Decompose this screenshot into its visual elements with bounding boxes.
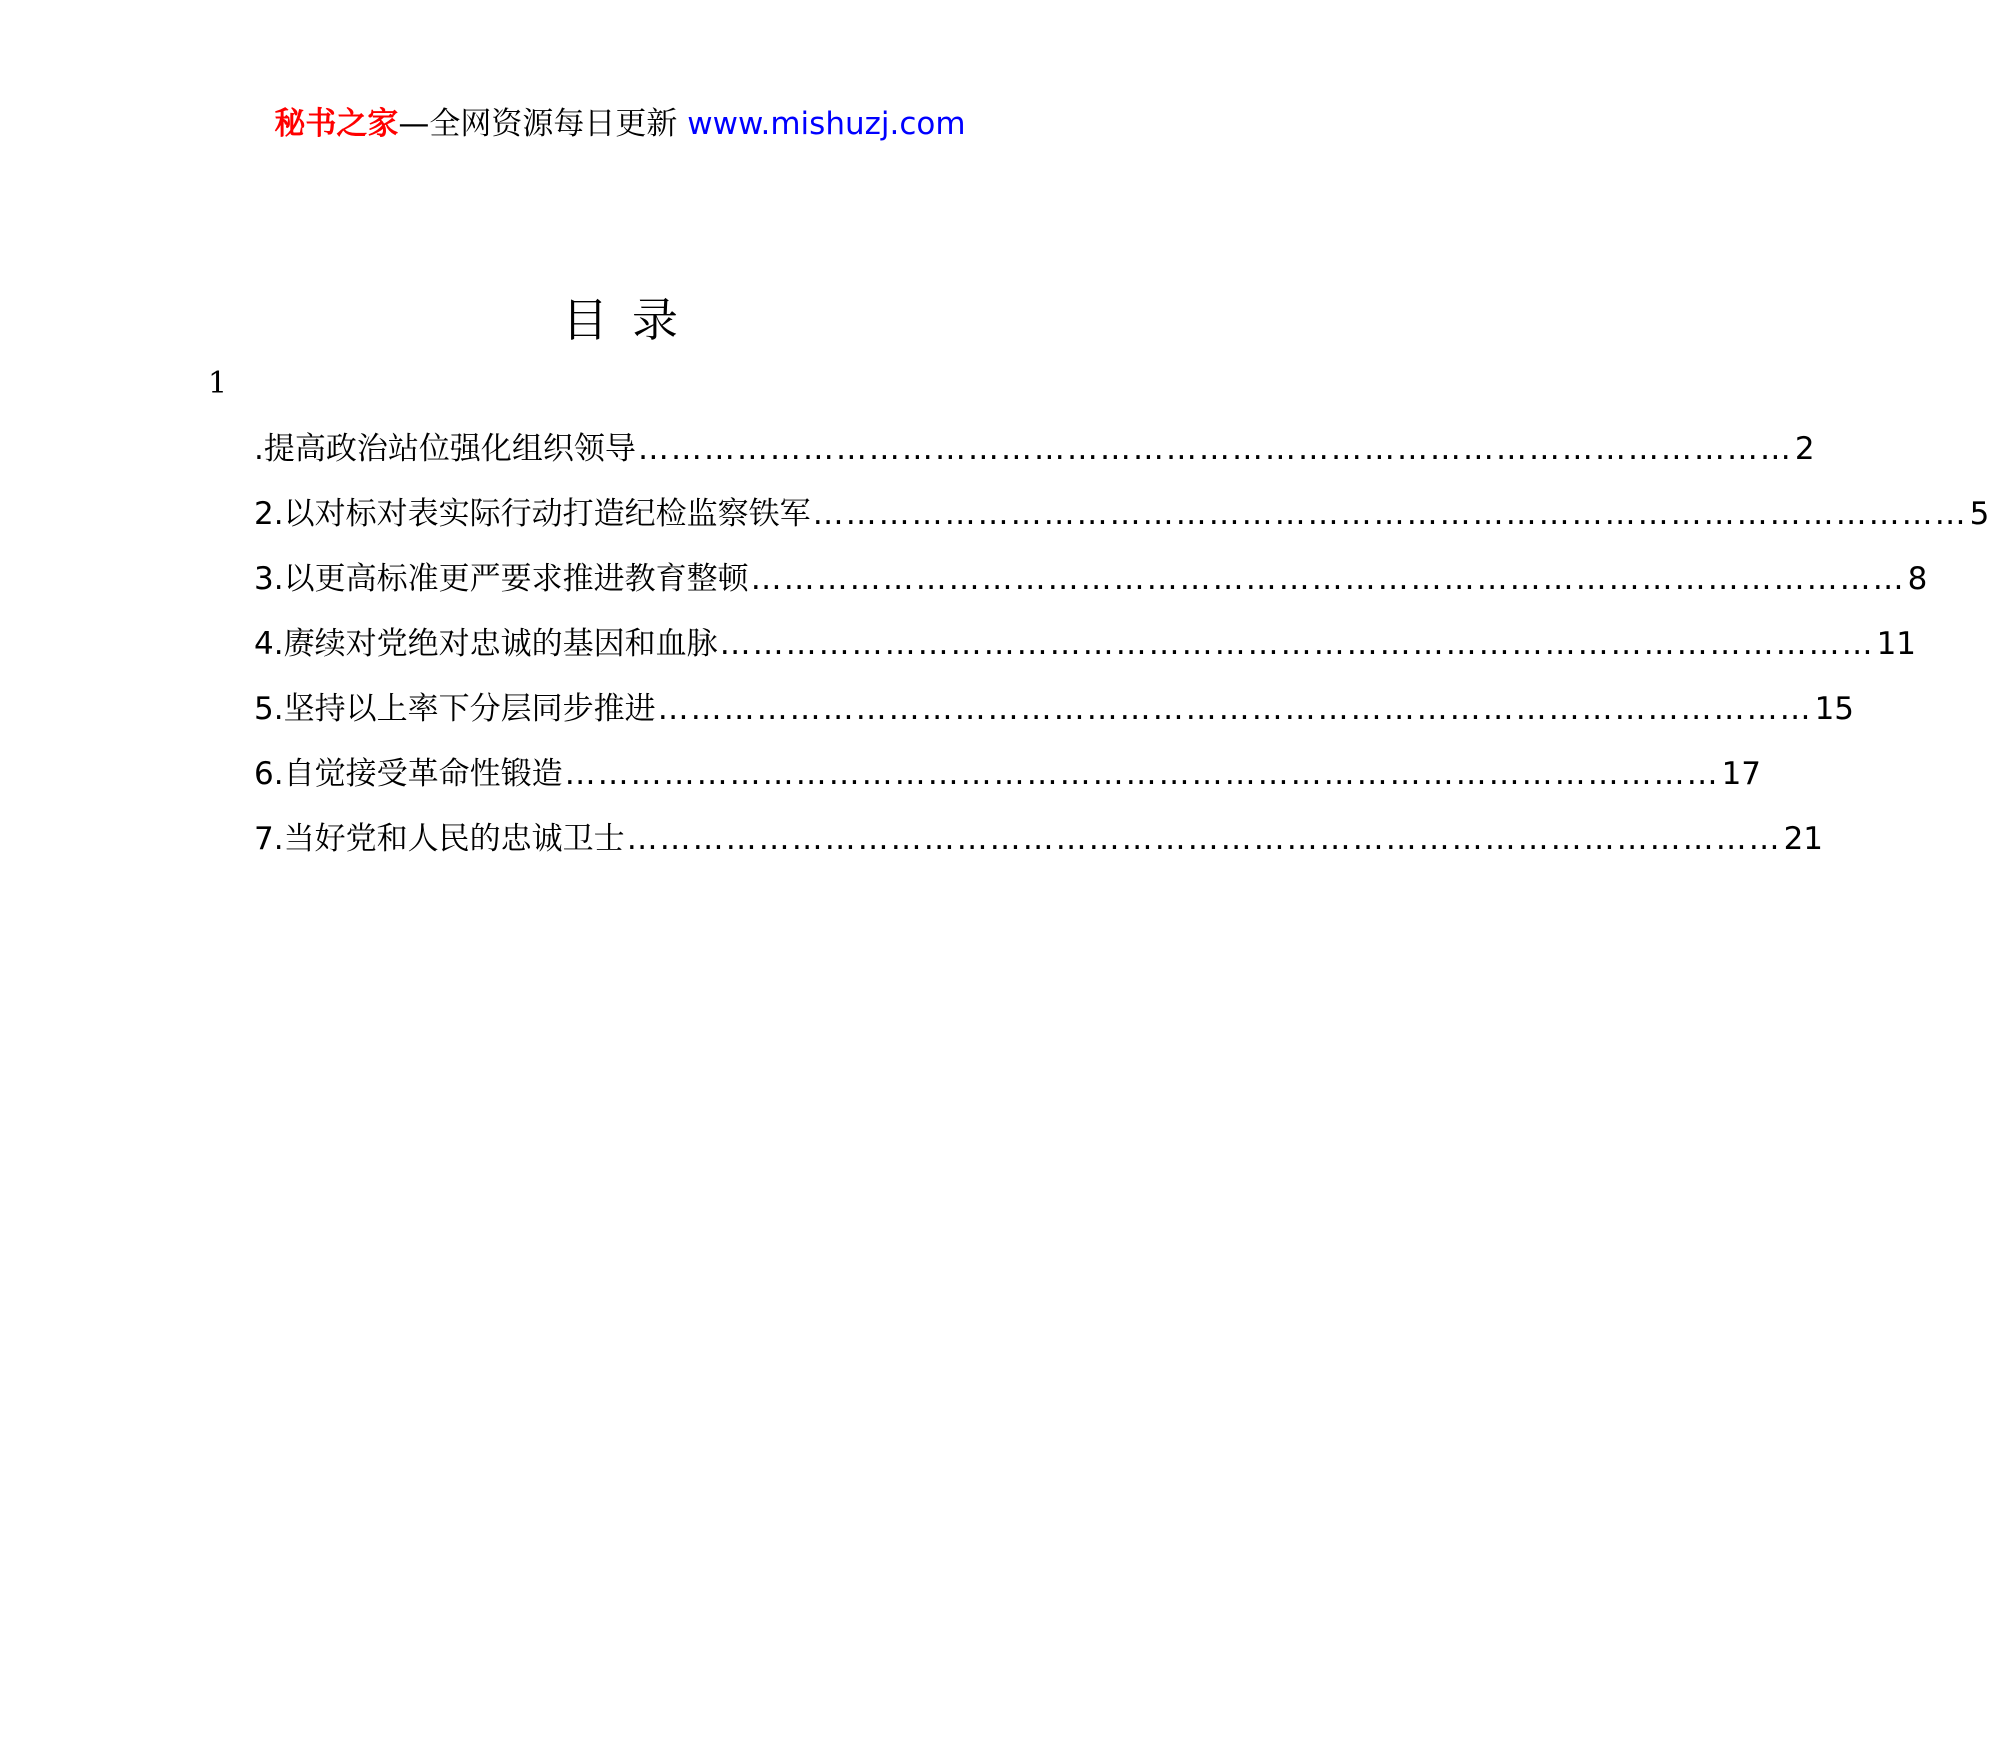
toc-dot-leader: …………………………………………………………………………………………… [637,431,1793,467]
toc-entry[interactable] [254,556,1928,621]
toc-dot-leader: …………………………………………………………………………………………… [719,626,1875,662]
toc-entry[interactable] [254,686,1855,751]
stray-number: 1 [208,366,228,401]
toc-entry[interactable] [254,751,1762,816]
toc-dot-leader: …………………………………………………………………………………………… [812,496,1968,532]
toc-entry-text: 3.以更高标准更严要求推进教育整顿 [254,561,749,597]
toc-dot-leader: …………………………………………………………………………………………… [626,821,1782,857]
toc-entry[interactable] [254,491,1989,556]
toc-entry-text: .提高政治站位强化组织领导 [254,431,636,467]
toc-dot-leader: …………………………………………………………………………………………… [750,561,1906,597]
toc-title: 目录 [562,293,702,347]
toc-entry-text: 5.坚持以上率下分层同步推进 [254,691,656,727]
site-brand: 秘书之家 [274,106,399,142]
toc-list [254,426,1989,881]
toc-entry-page: 21 [1783,821,1824,857]
site-url-link[interactable]: www.mishuzj.com [687,106,966,142]
toc-entry[interactable] [254,816,1824,881]
toc-entry-text: 2.以对标对表实际行动打造纪检监察铁军 [254,496,811,532]
site-tagline: —全网资源每日更新 [398,106,688,142]
toc-entry-page: 2 [1794,431,1815,467]
toc-dot-leader: …………………………………………………………………………………………… [657,691,1813,727]
toc-entry-page: 15 [1814,691,1855,727]
toc-entry-page: 8 [1907,561,1928,597]
toc-entry-page: 11 [1876,626,1917,662]
site-header [0,102,1240,146]
toc-entry-text: 7.当好党和人民的忠诚卫士 [254,821,625,857]
toc-entry[interactable] [254,426,1815,491]
toc-entry[interactable] [254,621,1917,686]
toc-entry-text: 6.自觉接受革命性锻造 [254,756,563,792]
toc-entry-page: 17 [1721,756,1762,792]
toc-entry-text: 4.赓续对党绝对忠诚的基因和血脉 [254,626,718,662]
toc-entry-page: 5 [1969,496,1989,532]
toc-dot-leader: …………………………………………………………………………………………… [564,756,1720,792]
